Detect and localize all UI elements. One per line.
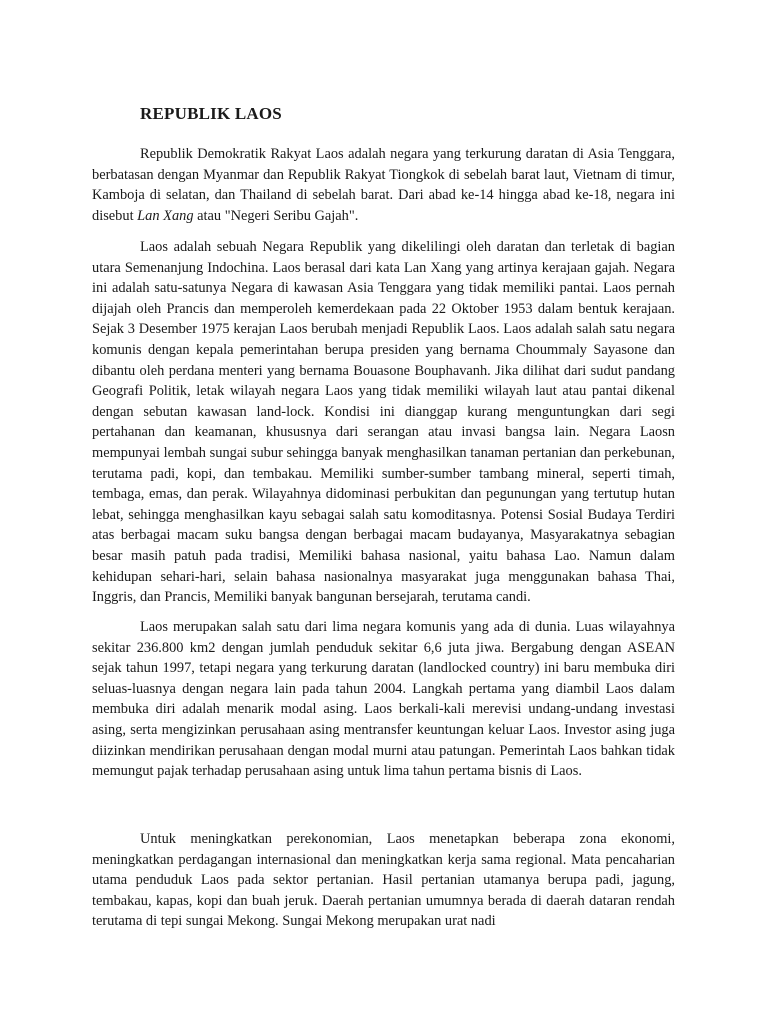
paragraph-geography: Laos adalah sebuah Negara Republik yang dikelilingi oleh daratan dan terletak di bagian utara Semenanjung Indochina. Laos berasal dari kata Lan Xang yang artinya kerajaan gajah. Negara ini adalah satu-satunya Negara di kawasan Asia Tenggara yang tidak memiliki pantai. Laos pernah dijajah oleh Prancis dan memperoleh kemerdekaan pada 22 Oktober 1953 dalam bentuk kerajaan. Sejak 3 Desember 1975 kerajan Laos berubah menjadi Republik Laos. Laos adalah salah satu negara komunis dengan kepala pemerintahan berupa presiden yang bernama Choummaly Sayasone dan dibantu oleh perdana menteri yang bernama Bouasone Bouphavanh. Jika dilihat dari sudut pandang Geografi Politik, letak wilayah negara Laos yang tidak memiliki wilayah laut atau pantai dikenal dengan sebutan kawasan land-lock. Kondisi ini dianggap kurang menguntungkan dari segi pertahanan dan keamanan, khususnya dari serangan atau invasi bangsa lain. Negara Laosn mempunyai lembah sungai subur sehingga banyak menghasilkan tanaman pertanian dan perkebunan, terutama padi, kopi, dan tembakau. Memiliki sumber-sumber tambang mineral, seperti timah, tembaga, emas, dan perak. Wilayahnya didominasi perbukitan dan pegunungan yang tertutup hutan lebat, sehingga menghasilkan kayu sebagai salah satu komoditasnya. Potensi Sosial Budaya Terdiri atas berbagai macam suku bangsa dengan berbagai macam budayanya, Masyarakatnya sebagian besar masih patuh pada tradisi, Memiliki bahasa nasional, yaitu bahasa Lao. Namun dalam kehidupan sehari-hari, selain bahasa nasionalnya masyarakat juga menggunakan bahasa Thai, Inggris, dan Prancis, Memiliki banyak bangunan bersejarah, terutama candi. bbox=[92, 239, 675, 606]
italic-term-lan-xang: Lan Xang bbox=[137, 207, 194, 224]
paragraph-intro bbox=[92, 144, 675, 226]
page-title: REPUBLIK LAOS bbox=[140, 104, 282, 123]
paragraph-economy-agriculture: Untuk meningkatkan perekonomian, Laos menetapkan beberapa zona ekonomi, meningkatkan perdagangan internasional dan meningkatkan kerja sama regional. Mata pencaharian utama penduduk Laos pada sektor pertanian. Hasil pertanian utamanya berupa padi, jagung, tembakau, kapas, kopi dan buah jeruk. Daerah pertanian umumnya berada di daerah dataran rendah terutama di tepi sungai Mekong. Sungai Mekong merupakan urat nadi bbox=[92, 831, 675, 930]
paragraph-intro-tail: atau "Negeri Seribu Gajah". bbox=[193, 207, 359, 224]
paragraph-economy-asean: Laos merupakan salah satu dari lima negara komunis yang ada di dunia. Luas wilayahnya sekitar 236.800 km2 dengan jumlah penduduk sekitar 6,6 juta jiwa. Bergabung dengan ASEAN sejak tahun 1997, tetapi negara yang terkurung daratan (landlocked country) ini baru membuka diri seluas-luasnya dengan negara lain pada tahun 2004. Langkah pertama yang diambil Laos dalam membuka diri adalah menarik modal asing. Laos berkali-kali merevisi undang-undang investasi asing, serta mengizinkan perusahaan asing mentransfer keuntungan keluar Laos. Investor asing juga diizinkan mendirikan perusahaan dengan modal murni atau patungan. Pemerintah Laos bahkan tidak memungut pajak terhadap perusahaan asing untuk lima tahun pertama bisnis di Laos. bbox=[92, 619, 675, 780]
paragraph-intro-text: Republik Demokratik Rakyat Laos adalah negara yang terkurung daratan di Asia Tenggara, berbatasan dengan Myanmar dan Republik Rakyat Tiongkok di sebelah barat laut, Vietnam di timur, Kamboja di selatan, dan Thailand di sebelah barat. Dari abad ke-14 hingga abad ke-18, negara ini disebut bbox=[92, 146, 675, 224]
